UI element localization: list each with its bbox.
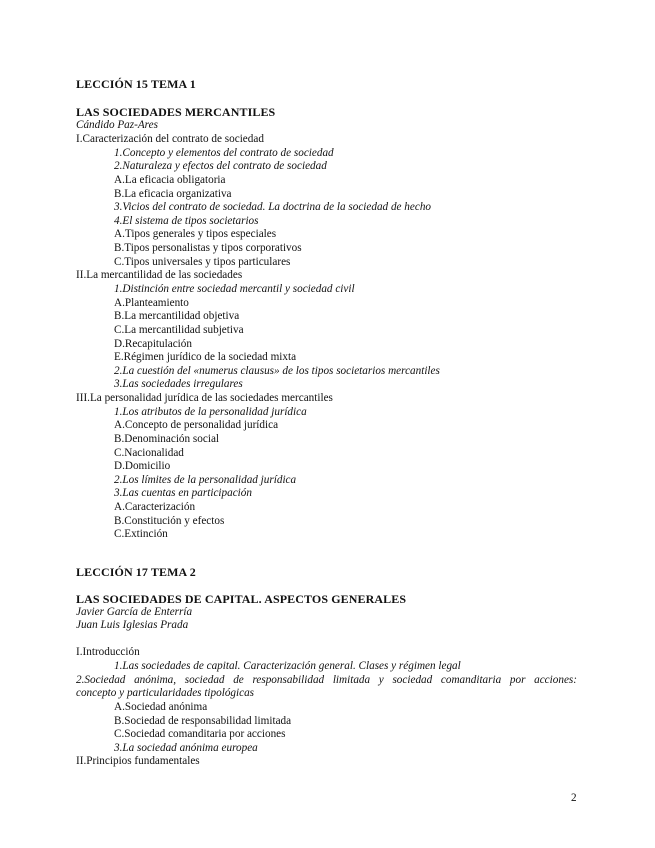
lesson15-outline-line: I.Caracterización del contrato de sociedad	[76, 133, 264, 145]
lesson15-outline-line: D.Domicilio	[114, 460, 171, 473]
lesson15-outline-line: B.Denominación social	[114, 432, 220, 445]
lesson17-outline-line: B.Sociedad de responsabilidad limitada	[114, 714, 292, 727]
lesson15-outline-line: 2.Naturaleza y efectos del contrato de sociedad	[114, 160, 327, 173]
lesson15-outline-line: B.La mercantilidad objetiva	[114, 310, 240, 323]
lesson15-outline-line: III.La personalidad jurídica de las sociedades mercantiles	[76, 392, 333, 404]
lesson15-outline-line: A.Concepto de personalidad jurídica	[114, 419, 279, 432]
lesson15-outline-line: 3.Vicios del contrato de sociedad. La doctrina de la sociedad de hecho	[114, 201, 432, 214]
lesson15-author: Cándido Paz-Ares	[76, 119, 158, 131]
lesson17-author-1: Javier García de Enterría	[76, 606, 193, 618]
lesson17-author-2: Juan Luis Iglesias Prada	[76, 619, 189, 631]
lesson15-outline-line: 2.Los límites de la personalidad jurídica	[114, 473, 297, 486]
lesson15-outline-line: 1.Los atributos de la personalidad jurídica	[114, 405, 307, 418]
lesson15-outline-line: E.Régimen jurídico de la sociedad mixta	[114, 351, 297, 364]
lesson15-outline-line: 3.Las cuentas en participación	[114, 487, 252, 500]
lesson15-outline-line: C.Nacionalidad	[114, 446, 184, 459]
lesson15-outline-line: C.La mercantilidad subjetiva	[114, 323, 244, 336]
lesson15-outline-line: A.Tipos generales y tipos especiales	[114, 228, 277, 241]
lesson15-heading: LECCIÓN 15 TEMA 1	[76, 77, 196, 91]
lesson17-intro: I.Introducción	[76, 646, 140, 658]
lesson15-outline-line: 4.El sistema de tipos societarios	[114, 214, 259, 227]
lesson17-item2-line1: 2.Sociedad anónima, sociedad de responsabilidad limitada y sociedad comanditaria por acciones:	[76, 674, 577, 686]
lesson15-outline-line: B.Constitución y efectos	[114, 514, 225, 527]
lesson15-outline-line: 1.Distinción entre sociedad mercantil y sociedad civil	[114, 282, 355, 295]
lesson17-outline-line: C.Sociedad comanditaria por acciones	[114, 728, 286, 740]
lesson15-outline-line: C.Extinción	[114, 528, 168, 541]
lesson15-outline-line: B.La eficacia organizativa	[114, 187, 232, 200]
lesson15-outline-line: A.La eficacia obligatoria	[114, 173, 226, 186]
lesson17-title: LAS SOCIEDADES DE CAPITAL. ASPECTOS GENERALES	[76, 592, 407, 606]
lesson15-outline-line: C.Tipos universales y tipos particulares	[114, 255, 291, 268]
lesson15-outline-line: D.Recapitulación	[114, 337, 192, 350]
lesson15-title: LAS SOCIEDADES MERCANTILES	[76, 105, 276, 119]
lesson15-outline-line: 1.Concepto y elementos del contrato de sociedad	[114, 146, 334, 159]
lesson17-outline-line: 3.La sociedad anónima europea	[114, 741, 258, 754]
lesson15-outline-line: B.Tipos personalistas y tipos corporativos	[114, 242, 302, 254]
lesson15-outline-line: A.Caracterización	[114, 501, 196, 513]
lesson17-heading: LECCIÓN 17 TEMA 2	[76, 565, 196, 579]
lesson15-outline-line: A.Planteamiento	[114, 296, 189, 309]
lesson17-outline-line: A.Sociedad anónima	[114, 701, 208, 713]
page-number: 2	[571, 792, 577, 804]
lesson15-outline-line: II.La mercantilidad de las sociedades	[76, 269, 243, 282]
lesson17-last: II.Principios fundamentales	[76, 755, 200, 767]
lesson17-item2-line2: concepto y particularidades tipológicas	[76, 687, 255, 699]
lesson17-item1: 1.Las sociedades de capital. Caracterización general. Clases y régimen legal	[114, 660, 461, 672]
lesson15-outline-line: 2.La cuestión del «numerus clausus» de los tipos societarios mercantiles	[114, 364, 440, 377]
lesson15-outline-line: 3.Las sociedades irregulares	[114, 378, 243, 391]
